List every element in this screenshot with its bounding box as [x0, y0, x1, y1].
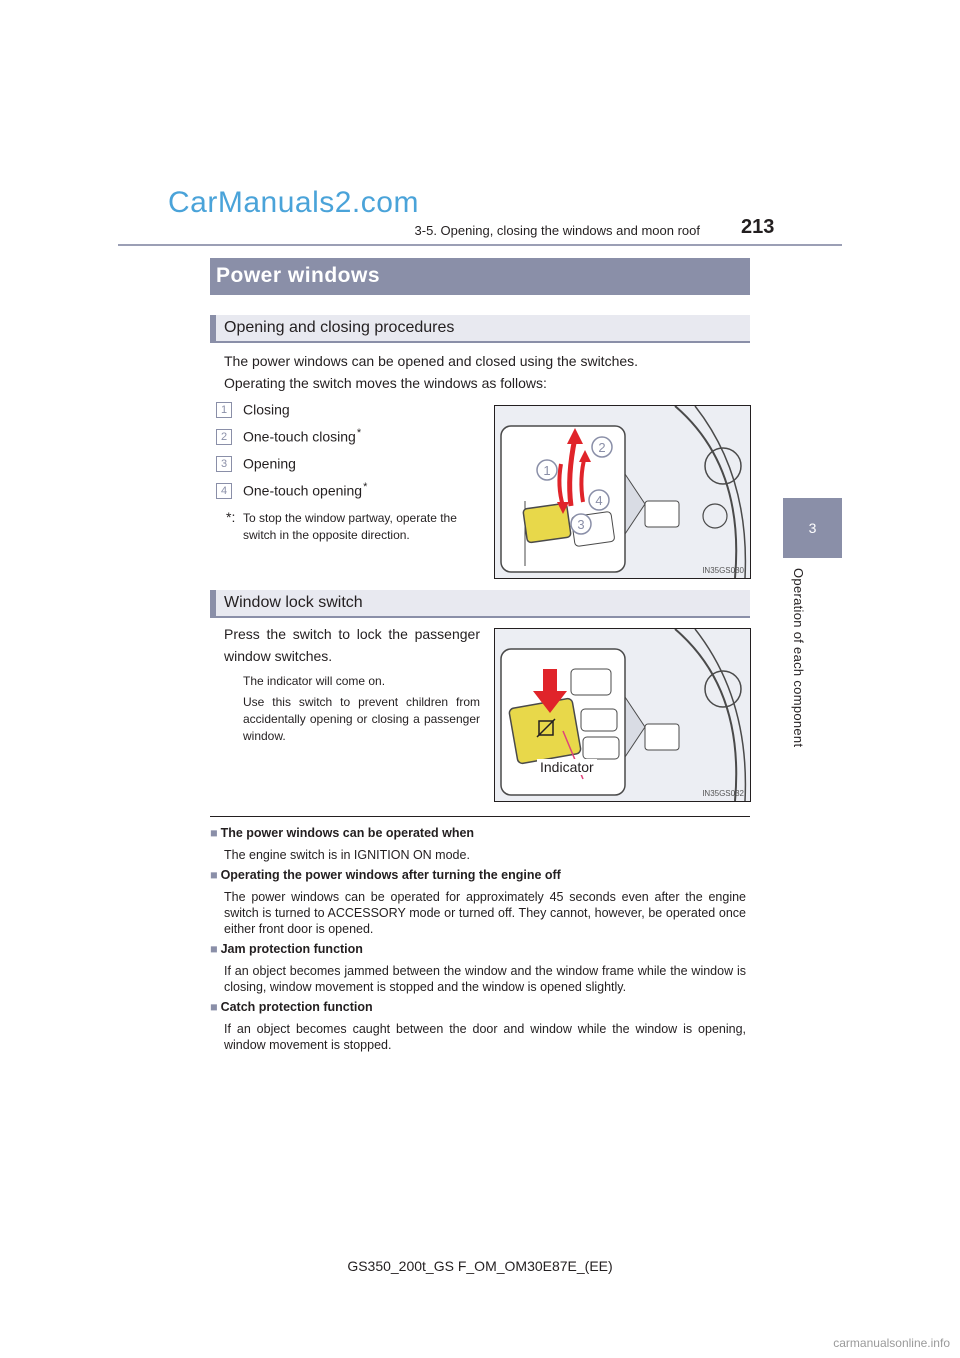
window-switch-illustration — [495, 406, 750, 578]
item-star: * — [356, 427, 362, 439]
window-lock-illustration — [495, 629, 750, 801]
page-number: 213 — [741, 216, 775, 238]
intro-text-2: Operating the switch moves the windows as follows: — [224, 375, 547, 391]
note-text: The power windows can be operated for approximately 45 seconds even after the engine switch is turned to ACCESSORY mode or turned off. They cannot, however, be operated once either front door is opened. — [224, 890, 746, 936]
note-heading — [210, 1000, 373, 1014]
chapter-number: 3 — [808, 520, 817, 536]
item-number-badge: 4 — [216, 483, 232, 499]
intro-text-1: The power windows can be opened and closed using the switches. — [224, 353, 639, 369]
item-label: Closing — [243, 401, 290, 418]
chapter-label: Operation of each component — [791, 568, 806, 748]
section-heading-window-lock: Window lock switch — [224, 594, 363, 611]
section-heading-opening-closing: Opening and closing procedures — [224, 319, 455, 336]
note-heading-text: Operating the power windows after turning the engine off — [220, 868, 561, 882]
note-heading-text: The power windows can be operated when — [220, 826, 475, 840]
indicator-label: Indicator — [537, 759, 597, 775]
square-bullet-icon: ■ — [210, 826, 218, 840]
note-heading — [210, 826, 474, 840]
page-title-bar — [210, 258, 750, 295]
watermark[interactable]: carmanualsonline.info — [833, 1336, 950, 1350]
chapter-tab[interactable] — [783, 498, 842, 558]
footer-code: GS350_200t_GS F_OM_OM30E87E_(EE) — [347, 1258, 613, 1274]
note-heading-text: Catch protection function — [220, 1000, 373, 1014]
note-text: If an object becomes caught between the door and window while the window is opening, window movement is stopped. — [224, 1022, 746, 1052]
header-divider — [118, 244, 842, 246]
window-lock-note-2: Use this switch to prevent children from accidentally opening or closing a passenger window. — [243, 695, 480, 743]
item-number-badge: 1 — [216, 402, 232, 418]
page-title: Power windows — [216, 264, 381, 287]
note-heading — [210, 942, 363, 956]
figure-code: IN35GS032 — [702, 789, 744, 798]
callout-4: 4 — [595, 493, 603, 508]
callout-1: 1 — [543, 463, 551, 478]
callout-3: 3 — [577, 517, 585, 532]
figure-code: IN35GS030 — [702, 566, 744, 575]
item-number-badge: 3 — [216, 456, 232, 472]
item-number-badge: 2 — [216, 429, 232, 445]
notes-divider — [210, 816, 750, 817]
window-lock-note-1: The indicator will come on. — [243, 674, 386, 688]
footnote-mark: *: — [226, 509, 236, 525]
square-bullet-icon: ■ — [210, 942, 218, 956]
section-heading-bar — [210, 590, 750, 618]
window-lock-text: Press the switch to lock the passenger window switches. — [224, 626, 480, 664]
item-label: One-touch opening — [243, 482, 363, 499]
section-heading-bar — [210, 315, 750, 343]
note-text: If an object becomes jammed between the window and the window frame while the window is closing, window movement is stopped and the window is opened slightly. — [224, 964, 746, 994]
square-bullet-icon: ■ — [210, 868, 218, 882]
header-section-title: 3-5. Opening, closing the windows and moon roof — [414, 223, 700, 238]
site-logo[interactable]: CarManuals2.com — [168, 186, 419, 219]
footnote-text: To stop the window partway, operate the switch in the opposite direction. — [243, 511, 457, 542]
square-bullet-icon: ■ — [210, 1000, 218, 1014]
window-lock-figure — [494, 628, 751, 802]
note-text: The engine switch is in IGNITION ON mode. — [224, 848, 470, 862]
item-label: One-touch closing — [243, 428, 356, 445]
note-heading-text: Jam protection function — [220, 942, 363, 956]
window-switch-figure — [494, 405, 751, 579]
note-heading — [210, 868, 561, 882]
callout-2: 2 — [598, 440, 606, 455]
item-label: Opening — [243, 455, 296, 472]
item-star: * — [363, 481, 368, 493]
